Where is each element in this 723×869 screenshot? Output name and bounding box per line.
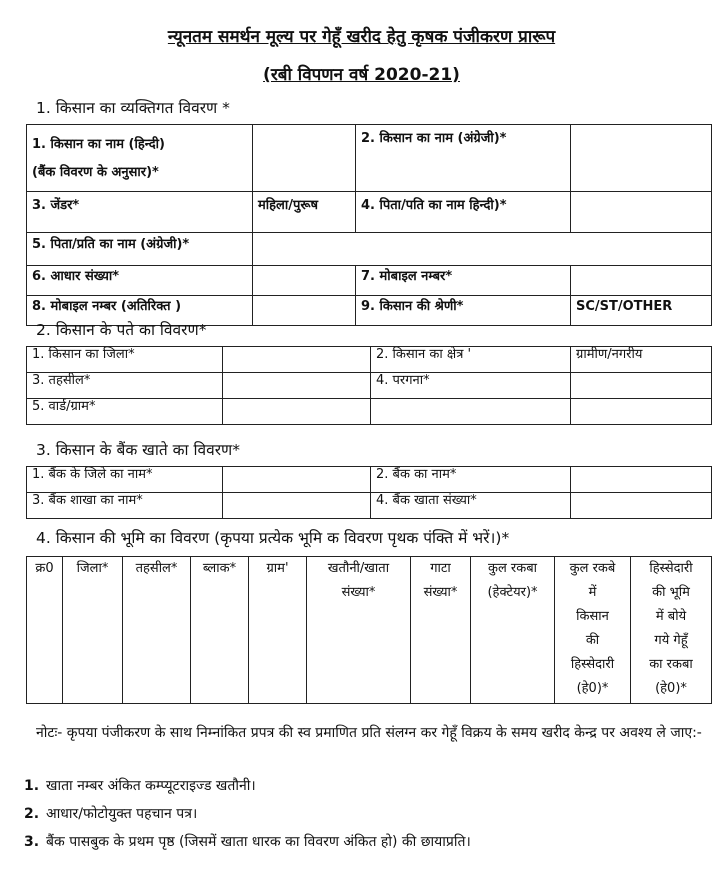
section-bank-heading: 3. किसान के बैंक खाते का विवरण* [36, 441, 241, 459]
land-col-wheat-area: हिस्सेदारी की भूमि में बोये गये गेहूँ का रकबा (हे0)* [631, 557, 712, 704]
address-tehsil-field[interactable] [223, 373, 371, 399]
address-pargana-label: 4. परगना* [371, 373, 571, 399]
note-text: नोटः- कृपया पंजीकरण के साथ निम्नांकित प्रपत्र की स्व प्रमाणित प्रति संलग्न कर गेहूँ विक्रय के समय खरीद केन्द्र पर अवश्य ले जाए:- [36, 725, 702, 741]
category-options[interactable]: SC/ST/OTHER [571, 296, 712, 326]
mobile-label: 7. मोबाइल नम्बर* [356, 266, 571, 296]
table-row [27, 493, 712, 519]
list-item: 2. आधार/फोटोयुक्त पहचान पत्र। [24, 806, 198, 822]
address-tehsil-label: 3. तहसील* [27, 373, 223, 399]
bank-account-label: 4. बैंक खाता संख्या* [371, 493, 571, 519]
form-title: न्यूनतम समर्थन मूल्य पर गेहूँ खरीद हेतु कृषक पंजीकरण प्रारूप [167, 27, 556, 47]
land-col-khatauni: खतौनी/खाता संख्या* [307, 557, 411, 704]
bank-name-field[interactable] [571, 467, 712, 493]
aadhaar-label: 6. आधार संख्या* [27, 266, 253, 296]
table-row [27, 233, 712, 266]
bank-district-label: 1. बैंक के जिले का नाम* [27, 467, 223, 493]
land-col-gata: गाटा संख्या* [411, 557, 471, 704]
section-personal-heading: 1. किसान का व्यक्तिगत विवरण * [36, 99, 230, 117]
address-area-label: 2. किसान का क्षेत्र ' [371, 347, 571, 373]
address-area-options[interactable]: ग्रामीण/नगरीय [571, 347, 712, 373]
personal-details-table [26, 124, 712, 326]
address-district-label: 1. किसान का जिला* [27, 347, 223, 373]
list-item: 1. खाता नम्बर अंकित कम्प्यूटराइज्ड खतौनी। [24, 778, 256, 794]
father-name-english-label: 5. पिता/प्रति का नाम (अंग्रेजी)* [27, 233, 253, 266]
gender-options[interactable]: महिला/पुरूष [253, 192, 356, 233]
father-name-english-field[interactable] [253, 233, 712, 266]
aadhaar-field[interactable] [253, 266, 356, 296]
land-details-table [26, 556, 712, 704]
address-ward-label: 5. वार्ड/ग्राम* [27, 399, 223, 425]
bank-details-table [26, 466, 712, 519]
address-ward-field[interactable] [223, 399, 371, 425]
mobile-alt-field[interactable] [253, 296, 356, 326]
address-details-table [26, 346, 712, 425]
table-row [27, 266, 712, 296]
address-empty-cell[interactable] [571, 399, 712, 425]
mobile-alt-label: 8. मोबाइल नम्बर (अतिरिक्त ) [27, 296, 253, 326]
land-col-tehsil: तहसील* [123, 557, 191, 704]
table-row [27, 557, 712, 704]
form-subtitle: (रबी विपणन वर्ष 2020-21) [263, 65, 460, 85]
table-row [27, 373, 712, 399]
address-pargana-field[interactable] [571, 373, 712, 399]
bank-branch-label: 3. बैंक शाखा का नाम* [27, 493, 223, 519]
land-col-village: ग्राम' [249, 557, 307, 704]
farmer-name-english-label: 2. किसान का नाम (अंग्रेजी)* [356, 125, 571, 192]
table-row [27, 347, 712, 373]
category-label: 9. किसान की श्रेणी* [356, 296, 571, 326]
address-empty-cell[interactable] [371, 399, 571, 425]
father-name-hindi-field[interactable] [571, 192, 712, 233]
section-land-heading: 4. किसान की भूमि का विवरण (कृपया प्रत्येक भूमि क विवरण पृथक पंक्ति में भरें।)* [36, 529, 510, 547]
bank-branch-field[interactable] [223, 493, 371, 519]
table-row [27, 125, 712, 192]
farmer-name-hindi-field[interactable] [253, 125, 356, 192]
bank-account-field[interactable] [571, 493, 712, 519]
mobile-field[interactable] [571, 266, 712, 296]
bank-district-field[interactable] [223, 467, 371, 493]
list-item: 3. बैंक पासबुक के प्रथम पृष्ठ (जिसमें खाता धारक का विवरण अंकित हो) की छायाप्रति। [24, 834, 471, 850]
land-col-district: जिला* [63, 557, 123, 704]
land-col-block: ब्लाक* [191, 557, 249, 704]
table-row [27, 399, 712, 425]
farmer-name-hindi-label: 1. किसान का नाम (हिन्दी) (बैंक विवरण के अनुसार)* [27, 125, 253, 192]
land-col-serial: क्र0 [27, 557, 63, 704]
bank-name-label: 2. बैंक का नाम* [371, 467, 571, 493]
gender-label: 3. जेंडर* [27, 192, 253, 233]
farmer-name-english-field[interactable] [571, 125, 712, 192]
section-address-heading: 2. किसान के पते का विवरण* [36, 321, 207, 339]
table-row [27, 467, 712, 493]
address-district-field[interactable] [223, 347, 371, 373]
father-name-hindi-label: 4. पिता/पति का नाम हिन्दी)* [356, 192, 571, 233]
land-col-share: कुल रकबे में किसान की हिस्सेदारी (हे0)* [555, 557, 631, 704]
land-col-total-area: कुल रकबा (हेक्टेयर)* [471, 557, 555, 704]
table-row [27, 192, 712, 233]
